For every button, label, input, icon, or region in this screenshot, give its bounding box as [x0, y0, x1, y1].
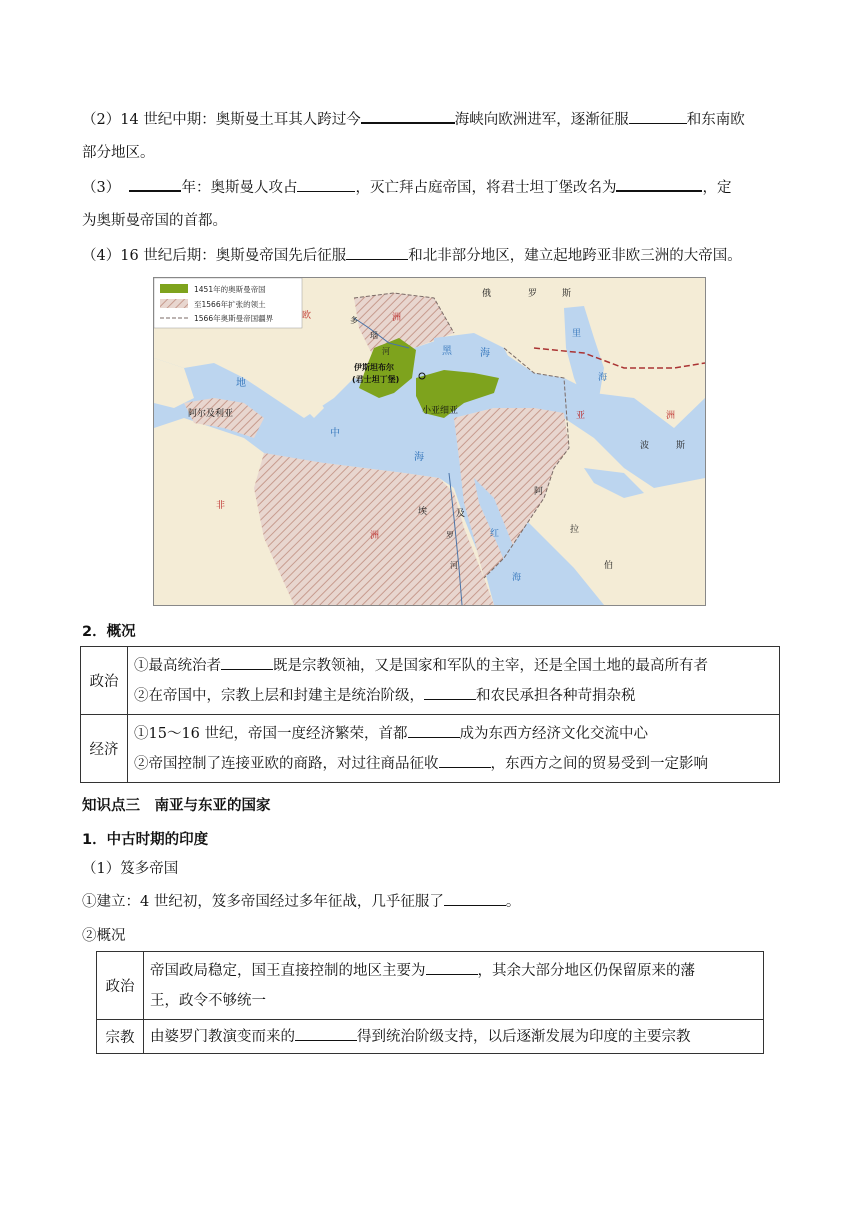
- label-africa: 非: [216, 501, 226, 511]
- legend-swatch-expansion: [160, 299, 188, 308]
- gupta-establish: [82, 886, 794, 919]
- label-arabia: 阿: [534, 487, 544, 497]
- label-danube: 瑙: [370, 331, 378, 340]
- item-2: [82, 104, 794, 170]
- label-mediterranean: 地: [236, 378, 246, 389]
- cell-text: ，东西方之间的贸易受到一定影响: [490, 755, 708, 772]
- label-red-sea: 海: [512, 573, 522, 583]
- label-arabia: 拉: [570, 525, 580, 535]
- row-content-economy: [128, 715, 780, 783]
- item-3-text: ，灭亡拜占庭帝国，将君士坦丁堡改名为: [355, 180, 617, 196]
- blank[interactable]: [444, 891, 506, 906]
- label-russia: 罗: [528, 289, 538, 299]
- table-row: [81, 715, 780, 783]
- item-3-text: 为奥斯曼帝国的首都。: [82, 213, 227, 229]
- item-3-text: 年：奥斯曼人攻占: [181, 180, 298, 196]
- item-2-text: 和东南欧: [686, 112, 745, 128]
- blank[interactable]: [129, 176, 181, 192]
- label-egypt: 埃: [418, 507, 428, 517]
- label-caspian: 里: [572, 329, 582, 339]
- blank[interactable]: [346, 245, 408, 260]
- section-3-heading: 知识点三 南亚与东亚的国家: [82, 798, 271, 814]
- row-content-politics: [128, 647, 780, 715]
- gupta-table: [96, 951, 764, 1054]
- blank[interactable]: [616, 176, 702, 192]
- blank[interactable]: [221, 655, 273, 670]
- label-nile: 河: [450, 561, 458, 570]
- blank[interactable]: [424, 685, 476, 700]
- cell-text: ①最高统治者: [134, 657, 221, 674]
- table-row: [97, 952, 764, 1020]
- label-europe: 洲: [392, 313, 402, 323]
- overview-heading: 2．概况: [82, 624, 136, 640]
- blank[interactable]: [426, 960, 478, 975]
- row-label-politics: 政治: [97, 952, 144, 1020]
- item-4-text: （4）16 世纪后期：奥斯曼帝国先后征服: [82, 248, 347, 264]
- table-row: [97, 1020, 764, 1054]
- label-persia: 波: [640, 441, 650, 451]
- establish-text: ①建立：4 世纪初，笈多帝国经过多年征战，几乎征服了: [82, 894, 444, 910]
- cell-text: 由婆罗门教演变而来的: [150, 1028, 295, 1045]
- label-persia: 斯: [676, 441, 686, 451]
- overview-table: [80, 646, 780, 783]
- cell-text: 既是宗教领袖，又是国家和军队的主宰，还是全国土地的最高所有者: [273, 657, 708, 674]
- legend-swatch-1451: [160, 284, 188, 293]
- item-2-text: 部分地区。: [82, 145, 155, 161]
- label-africa: 洲: [370, 531, 380, 541]
- gupta-overview-label: ②概况: [82, 928, 126, 944]
- cell-text: 成为东西方经济文化交流中心: [459, 725, 649, 742]
- label-danube: 多: [350, 316, 358, 325]
- row-content-politics: [144, 952, 764, 1020]
- cell-text: ，其余大部分地区仍保留原来的藩: [477, 962, 695, 979]
- gupta-heading: （1）笈多帝国: [82, 861, 179, 877]
- row-label-politics: 政治: [81, 647, 128, 715]
- label-russia: 斯: [562, 289, 572, 299]
- cell-text: ②在帝国中，宗教上层和封建主是统治阶级，: [134, 687, 424, 704]
- legend-label-border: 1566年奥斯曼帝国疆界: [194, 314, 274, 323]
- label-red-sea: 红: [490, 529, 500, 539]
- item-2-text: 海峡向欧洲进军，逐渐征服: [454, 112, 629, 128]
- label-mediterranean: 中: [330, 428, 340, 439]
- label-nile: 罗: [446, 531, 454, 540]
- label-black-sea: 海: [480, 348, 490, 359]
- item-4-text: 和北非部分地区，建立起地跨亚非欧三洲的大帝国。: [408, 248, 742, 264]
- label-egypt: 及: [456, 509, 466, 519]
- label-europe: 欧: [302, 311, 312, 321]
- blank[interactable]: [439, 753, 491, 768]
- item-3-text: （3）: [82, 180, 121, 196]
- row-label-religion: 宗教: [97, 1020, 144, 1054]
- item-4: [82, 240, 802, 273]
- cell-text: ①15～16 世纪，帝国一度经济繁荣，首都: [134, 725, 408, 742]
- ottoman-empire-map: [153, 277, 706, 606]
- label-caspian: 海: [598, 373, 608, 383]
- blank[interactable]: [629, 109, 687, 124]
- label-algeria: 阿尔及利亚: [188, 409, 234, 419]
- item-2-text: （2）14 世纪中期：奥斯曼土耳其人跨过今: [82, 112, 361, 128]
- row-label-economy: 经济: [81, 715, 128, 783]
- label-istanbul: 伊斯坦布尔: [354, 363, 394, 372]
- label-istanbul: (君士坦丁堡): [352, 375, 400, 384]
- label-mediterranean: 海: [414, 452, 424, 463]
- cell-text: 得到统治阶级支持，以后逐渐发展为印度的主要宗教: [357, 1028, 691, 1045]
- item-3: [82, 172, 794, 238]
- row-content-religion: [144, 1020, 764, 1054]
- cell-text: 帝国政局稳定，国王直接控制的地区主要为: [150, 962, 426, 979]
- item-3-text: ，定: [702, 180, 732, 196]
- label-black-sea: 黑: [442, 346, 452, 357]
- legend-label-1451: 1451年的奥斯曼帝国: [194, 285, 266, 294]
- label-danube: 河: [382, 347, 390, 356]
- cell-text: ②帝国控制了连接亚欧的商路，对过往商品征收: [134, 755, 439, 772]
- section-3-subtitle: 1．中古时期的印度: [82, 832, 209, 848]
- blank[interactable]: [361, 108, 455, 124]
- label-arabia: 伯: [604, 561, 614, 571]
- establish-text: 。: [505, 894, 521, 910]
- blank[interactable]: [297, 177, 355, 192]
- label-asia: 亚: [576, 411, 586, 421]
- cell-text: 王，政令不够统一: [150, 992, 266, 1009]
- cell-text: 和农民承担各种苛捐杂税: [476, 687, 636, 704]
- label-russia: 俄: [482, 289, 492, 299]
- blank[interactable]: [295, 1026, 357, 1041]
- blank[interactable]: [408, 723, 460, 738]
- label-asia: 洲: [666, 411, 676, 421]
- legend-label-expansion: 至1566年扩张的领土: [194, 300, 266, 309]
- label-anatolia: 小亚细亚: [422, 406, 459, 416]
- table-row: [81, 647, 780, 715]
